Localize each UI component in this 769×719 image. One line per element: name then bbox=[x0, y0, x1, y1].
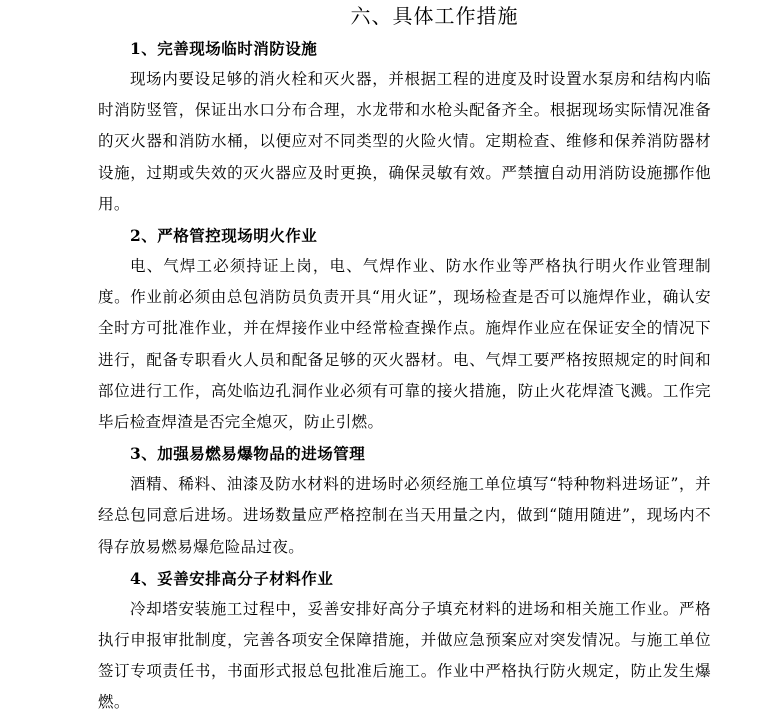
section-polymer-materials bbox=[98, 563, 711, 719]
section-heading: 3、加强易燃易爆物品的进场管理 bbox=[130, 444, 366, 464]
section-flammable-materials bbox=[98, 438, 711, 563]
section-paragraph: 冷却塔安装施工过程中，妥善安排好高分子填充材料的进场和相关施工作业。严格执行申报审批制度，完善各项安全保障措施，并做应急预案应对突发情况。与施工单位签订专项责任书，书面形式报总包批准后施工。作业中严格执行防火规定，防止发生爆燃。 bbox=[98, 599, 711, 712]
section-paragraph: 现场内要设足够的消火栓和灭火器，并根据工程的进度及时设置水泵房和结构内临时消防竖管，保证出水口分布合理，水龙带和水枪头配备齐全。根据现场实际情况准备的灭火器和消防水桶，以便应对不同类型的火险火情。定期检查、维修和保养消防器材设施，过期或失效的灭火器应及时更换，确保灵敏有效。严禁擅自动用消防设施挪作他用。 bbox=[98, 70, 711, 213]
section-paragraph: 酒精、稀料、油漆及防水材料的进场时必须经施工单位填写“特种物料进场证”，并经总包同意后进场。进场数量应严格控制在当天用量之内，做到“随用随进”，现场内不得存放易燃易爆危险品过夜。 bbox=[98, 475, 711, 556]
section-fire-facilities bbox=[98, 33, 711, 220]
section-heading: 2、严格管控现场明火作业 bbox=[130, 226, 318, 246]
section-paragraph: 电、气焊工必须持证上岗，电、气焊作业、防水作业等严格执行明火作业管理制度。作业前必须由总包消防员负责开具“用火证”，现场检查是否可以施焊作业，确认安全时方可批准作业，并在焊接作业中经常检查操作点。施焊作业应在保证安全的情况下进行，配备专职看火人员和配备足够的灭火器材。电、气焊工要严格按照规定的时间和部位进行工作，高处临边孔洞作业必须有可靠的接火措施，防止火花焊渣飞溅。工作完毕后检查焊渣是否完全熄灭，防止引燃。 bbox=[98, 257, 711, 432]
section-heading: 4、妥善安排高分子材料作业 bbox=[130, 568, 334, 588]
section-heading: 1、完善现场临时消防设施 bbox=[130, 39, 318, 58]
page-title: 六、具体工作措施 bbox=[350, 4, 519, 28]
section-open-fire-control bbox=[98, 220, 711, 438]
